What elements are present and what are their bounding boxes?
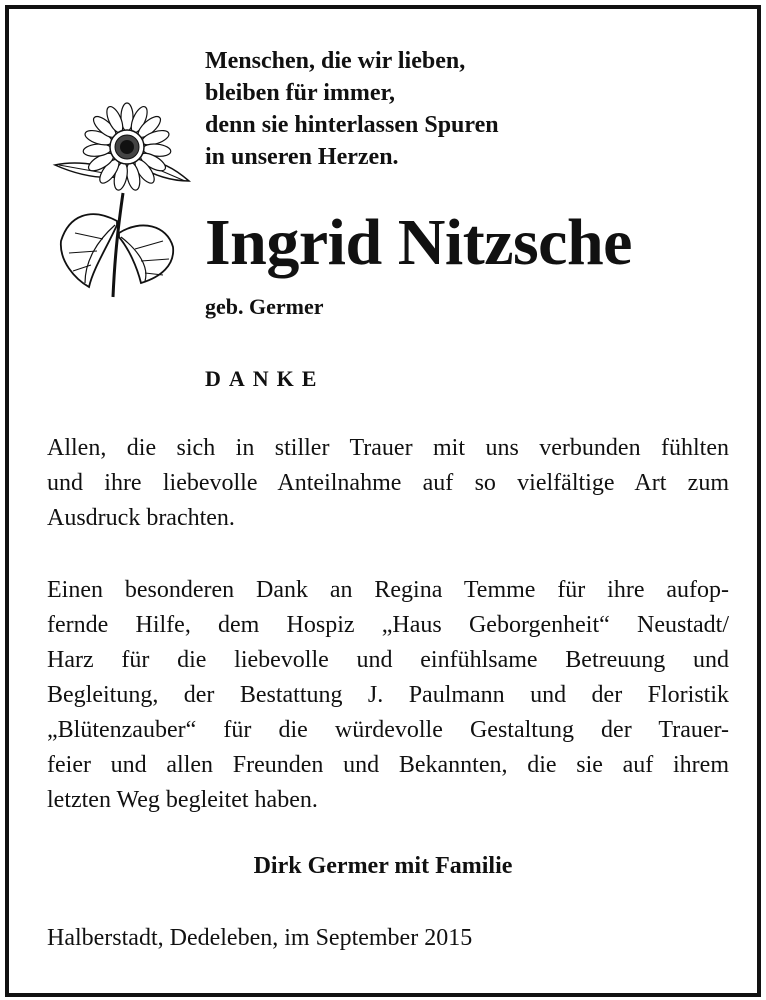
paragraph-line: „Blütenzauber“ für die würdevolle Gestaltung der Trauer- <box>47 717 729 743</box>
sunflower-icon <box>45 101 195 301</box>
motto <box>205 45 499 173</box>
paragraph-general-thanks <box>47 431 729 536</box>
paragraph-line: fernde Hilfe, dem Hospiz „Haus Geborgenheit“ Neustadt/ <box>47 612 729 638</box>
paragraph-special-thanks <box>47 573 729 818</box>
motto-line: Menschen, die wir lieben, <box>205 48 466 74</box>
obituary-card <box>5 5 761 997</box>
motto-line: denn sie hinterlassen Spuren <box>205 112 499 138</box>
paragraph-line: feier und allen Freunden und Bekannten, die sie auf ihrem <box>47 752 729 778</box>
paragraph-line: Begleitung, der Bestattung J. Paulmann und der Floristik <box>47 682 729 708</box>
signature: Dirk Germer mit Familie <box>253 853 513 879</box>
paragraph-line: und ihre liebevolle Anteilnahme auf so vielfältige Art zum <box>47 470 729 496</box>
thanks-heading: DANKE <box>205 366 325 391</box>
deceased-name: Ingrid Nitzsche <box>205 206 632 279</box>
motto-line: bleiben für immer, <box>205 80 395 106</box>
paragraph-line: Harz für die liebevolle und einfühlsame Betreuung und <box>47 647 729 673</box>
paragraph-line: Ausdruck brachten. <box>47 505 235 531</box>
place-date: Halberstadt, Dedeleben, im September 2015 <box>47 925 473 951</box>
birth-name: geb. Germer <box>205 294 324 319</box>
paragraph-line: Allen, die sich in stiller Trauer mit uns verbunden fühlten <box>47 435 729 461</box>
paragraph-line: Einen besonderen Dank an Regina Temme für ihre aufop- <box>47 577 729 603</box>
motto-line: in unseren Herzen. <box>205 144 399 170</box>
paragraph-line: letzten Weg begleitet haben. <box>47 787 318 813</box>
